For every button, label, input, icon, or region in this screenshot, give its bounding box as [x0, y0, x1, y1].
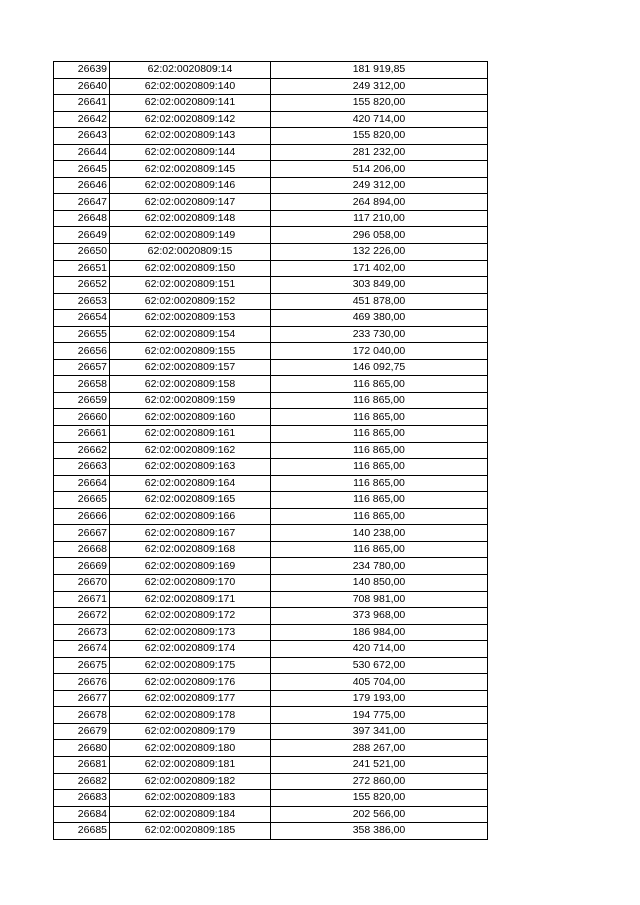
- table-row: [54, 790, 488, 807]
- row-number-cell: 26668: [54, 541, 110, 558]
- table-row: [54, 558, 488, 575]
- cadastral-value-cell: 140 850,00: [271, 574, 488, 591]
- cadastral-number-cell: 62:02:0020809:174: [110, 641, 271, 658]
- table-row: [54, 641, 488, 658]
- table-row: [54, 740, 488, 757]
- cadastral-value-cell: 116 865,00: [271, 492, 488, 509]
- table-row: [54, 442, 488, 459]
- cadastral-number-cell: 62:02:0020809:15: [110, 244, 271, 261]
- cadastral-number-cell: 62:02:0020809:149: [110, 227, 271, 244]
- cadastral-number-cell: 62:02:0020809:179: [110, 723, 271, 740]
- cadastral-number-cell: 62:02:0020809:166: [110, 508, 271, 525]
- table-row: [54, 62, 488, 79]
- cadastral-number-cell: 62:02:0020809:168: [110, 541, 271, 558]
- table-row: [54, 756, 488, 773]
- cadastral-number-cell: 62:02:0020809:176: [110, 674, 271, 691]
- row-number-cell: 26656: [54, 343, 110, 360]
- cadastral-value-cell: 249 312,00: [271, 177, 488, 194]
- cadastral-number-cell: 62:02:0020809:175: [110, 657, 271, 674]
- table-row: [54, 326, 488, 343]
- cadastral-value-cell: 116 865,00: [271, 459, 488, 476]
- row-number-cell: 26643: [54, 128, 110, 145]
- cadastral-number-cell: 62:02:0020809:177: [110, 690, 271, 707]
- row-number-cell: 26641: [54, 95, 110, 112]
- cadastral-number-cell: 62:02:0020809:143: [110, 128, 271, 145]
- cadastral-number-cell: 62:02:0020809:183: [110, 790, 271, 807]
- row-number-cell: 26646: [54, 177, 110, 194]
- cadastral-value-cell: 179 193,00: [271, 690, 488, 707]
- table-row: [54, 674, 488, 691]
- table-row: [54, 773, 488, 790]
- table-row: [54, 144, 488, 161]
- cadastral-value-cell: 420 714,00: [271, 111, 488, 128]
- table-row: [54, 210, 488, 227]
- cadastral-number-cell: 62:02:0020809:184: [110, 806, 271, 823]
- cadastral-value-cell: 155 820,00: [271, 95, 488, 112]
- table-row: [54, 591, 488, 608]
- cadastral-value-cell: 116 865,00: [271, 508, 488, 525]
- cadastral-number-cell: 62:02:0020809:142: [110, 111, 271, 128]
- cadastral-value-cell: 132 226,00: [271, 244, 488, 261]
- table-row: [54, 293, 488, 310]
- cadastral-number-cell: 62:02:0020809:140: [110, 78, 271, 95]
- cadastral-number-cell: 62:02:0020809:154: [110, 326, 271, 343]
- cadastral-number-cell: 62:02:0020809:170: [110, 574, 271, 591]
- cadastral-number-cell: 62:02:0020809:148: [110, 210, 271, 227]
- row-number-cell: 26655: [54, 326, 110, 343]
- cadastral-number-cell: 62:02:0020809:152: [110, 293, 271, 310]
- row-number-cell: 26642: [54, 111, 110, 128]
- cadastral-number-cell: 62:02:0020809:159: [110, 392, 271, 409]
- cadastral-value-table: [53, 61, 488, 840]
- cadastral-value-cell: 373 968,00: [271, 608, 488, 625]
- cadastral-value-cell: 708 981,00: [271, 591, 488, 608]
- cadastral-number-cell: 62:02:0020809:144: [110, 144, 271, 161]
- table-row: [54, 426, 488, 443]
- row-number-cell: 26664: [54, 475, 110, 492]
- cadastral-value-cell: 194 775,00: [271, 707, 488, 724]
- cadastral-number-cell: 62:02:0020809:164: [110, 475, 271, 492]
- row-number-cell: 26653: [54, 293, 110, 310]
- cadastral-number-cell: 62:02:0020809:150: [110, 260, 271, 277]
- row-number-cell: 26676: [54, 674, 110, 691]
- table-row: [54, 111, 488, 128]
- row-number-cell: 26663: [54, 459, 110, 476]
- cadastral-number-cell: 62:02:0020809:157: [110, 359, 271, 376]
- cadastral-value-cell: 469 380,00: [271, 310, 488, 327]
- table-row: [54, 359, 488, 376]
- cadastral-value-cell: 155 820,00: [271, 790, 488, 807]
- row-number-cell: 26672: [54, 608, 110, 625]
- document-page: [53, 61, 488, 840]
- row-number-cell: 26651: [54, 260, 110, 277]
- cadastral-value-cell: 186 984,00: [271, 624, 488, 641]
- row-number-cell: 26681: [54, 756, 110, 773]
- cadastral-value-cell: 116 865,00: [271, 442, 488, 459]
- row-number-cell: 26683: [54, 790, 110, 807]
- table-row: [54, 541, 488, 558]
- cadastral-number-cell: 62:02:0020809:163: [110, 459, 271, 476]
- cadastral-number-cell: 62:02:0020809:185: [110, 823, 271, 840]
- table-row: [54, 244, 488, 261]
- table-row: [54, 657, 488, 674]
- cadastral-value-cell: 116 865,00: [271, 376, 488, 393]
- row-number-cell: 26657: [54, 359, 110, 376]
- cadastral-value-cell: 264 894,00: [271, 194, 488, 211]
- row-number-cell: 26640: [54, 78, 110, 95]
- row-number-cell: 26685: [54, 823, 110, 840]
- cadastral-number-cell: 62:02:0020809:162: [110, 442, 271, 459]
- table-row: [54, 277, 488, 294]
- cadastral-number-cell: 62:02:0020809:14: [110, 62, 271, 79]
- cadastral-number-cell: 62:02:0020809:145: [110, 161, 271, 178]
- cadastral-value-cell: 241 521,00: [271, 756, 488, 773]
- row-number-cell: 26639: [54, 62, 110, 79]
- cadastral-number-cell: 62:02:0020809:147: [110, 194, 271, 211]
- table-row: [54, 376, 488, 393]
- cadastral-value-cell: 202 566,00: [271, 806, 488, 823]
- table-row: [54, 574, 488, 591]
- cadastral-value-cell: 171 402,00: [271, 260, 488, 277]
- row-number-cell: 26665: [54, 492, 110, 509]
- row-number-cell: 26679: [54, 723, 110, 740]
- table-row: [54, 525, 488, 542]
- table-row: [54, 608, 488, 625]
- table-row: [54, 227, 488, 244]
- table-row: [54, 492, 488, 509]
- cadastral-value-cell: 155 820,00: [271, 128, 488, 145]
- cadastral-number-cell: 62:02:0020809:178: [110, 707, 271, 724]
- cadastral-number-cell: 62:02:0020809:146: [110, 177, 271, 194]
- row-number-cell: 26649: [54, 227, 110, 244]
- cadastral-number-cell: 62:02:0020809:171: [110, 591, 271, 608]
- cadastral-number-cell: 62:02:0020809:165: [110, 492, 271, 509]
- row-number-cell: 26645: [54, 161, 110, 178]
- cadastral-value-cell: 233 730,00: [271, 326, 488, 343]
- table-row: [54, 177, 488, 194]
- cadastral-value-cell: 514 206,00: [271, 161, 488, 178]
- table-row: [54, 508, 488, 525]
- cadastral-value-cell: 116 865,00: [271, 392, 488, 409]
- cadastral-number-cell: 62:02:0020809:158: [110, 376, 271, 393]
- row-number-cell: 26684: [54, 806, 110, 823]
- cadastral-value-cell: 234 780,00: [271, 558, 488, 575]
- row-number-cell: 26675: [54, 657, 110, 674]
- row-number-cell: 26674: [54, 641, 110, 658]
- cadastral-value-cell: 116 865,00: [271, 541, 488, 558]
- cadastral-number-cell: 62:02:0020809:167: [110, 525, 271, 542]
- table-row: [54, 128, 488, 145]
- cadastral-number-cell: 62:02:0020809:141: [110, 95, 271, 112]
- table-row: [54, 260, 488, 277]
- cadastral-value-cell: 272 860,00: [271, 773, 488, 790]
- cadastral-value-cell: 451 878,00: [271, 293, 488, 310]
- row-number-cell: 26662: [54, 442, 110, 459]
- cadastral-value-cell: 303 849,00: [271, 277, 488, 294]
- row-number-cell: 26661: [54, 426, 110, 443]
- cadastral-number-cell: 62:02:0020809:172: [110, 608, 271, 625]
- cadastral-value-cell: 530 672,00: [271, 657, 488, 674]
- table-row: [54, 194, 488, 211]
- table-row: [54, 343, 488, 360]
- cadastral-value-cell: 146 092,75: [271, 359, 488, 376]
- row-number-cell: 26666: [54, 508, 110, 525]
- cadastral-number-cell: 62:02:0020809:151: [110, 277, 271, 294]
- table-row: [54, 806, 488, 823]
- table-row: [54, 475, 488, 492]
- cadastral-value-cell: 397 341,00: [271, 723, 488, 740]
- row-number-cell: 26678: [54, 707, 110, 724]
- cadastral-number-cell: 62:02:0020809:169: [110, 558, 271, 575]
- row-number-cell: 26660: [54, 409, 110, 426]
- row-number-cell: 26669: [54, 558, 110, 575]
- table-row: [54, 161, 488, 178]
- table-row: [54, 392, 488, 409]
- cadastral-value-cell: 117 210,00: [271, 210, 488, 227]
- cadastral-number-cell: 62:02:0020809:160: [110, 409, 271, 426]
- cadastral-value-cell: 116 865,00: [271, 409, 488, 426]
- row-number-cell: 26648: [54, 210, 110, 227]
- table-row: [54, 459, 488, 476]
- row-number-cell: 26644: [54, 144, 110, 161]
- table-row: [54, 823, 488, 840]
- row-number-cell: 26673: [54, 624, 110, 641]
- row-number-cell: 26652: [54, 277, 110, 294]
- row-number-cell: 26680: [54, 740, 110, 757]
- cadastral-value-cell: 358 386,00: [271, 823, 488, 840]
- row-number-cell: 26650: [54, 244, 110, 261]
- cadastral-number-cell: 62:02:0020809:153: [110, 310, 271, 327]
- row-number-cell: 26671: [54, 591, 110, 608]
- cadastral-value-cell: 172 040,00: [271, 343, 488, 360]
- cadastral-number-cell: 62:02:0020809:181: [110, 756, 271, 773]
- cadastral-number-cell: 62:02:0020809:180: [110, 740, 271, 757]
- table-row: [54, 95, 488, 112]
- table-row: [54, 690, 488, 707]
- table-row: [54, 78, 488, 95]
- row-number-cell: 26670: [54, 574, 110, 591]
- row-number-cell: 26654: [54, 310, 110, 327]
- cadastral-value-cell: 288 267,00: [271, 740, 488, 757]
- cadastral-number-cell: 62:02:0020809:155: [110, 343, 271, 360]
- cadastral-value-cell: 116 865,00: [271, 426, 488, 443]
- cadastral-value-cell: 116 865,00: [271, 475, 488, 492]
- cadastral-number-cell: 62:02:0020809:182: [110, 773, 271, 790]
- table-row: [54, 409, 488, 426]
- cadastral-value-cell: 249 312,00: [271, 78, 488, 95]
- table-body: [54, 62, 488, 840]
- cadastral-value-cell: 405 704,00: [271, 674, 488, 691]
- row-number-cell: 26677: [54, 690, 110, 707]
- cadastral-number-cell: 62:02:0020809:161: [110, 426, 271, 443]
- cadastral-value-cell: 281 232,00: [271, 144, 488, 161]
- cadastral-number-cell: 62:02:0020809:173: [110, 624, 271, 641]
- table-row: [54, 723, 488, 740]
- cadastral-value-cell: 420 714,00: [271, 641, 488, 658]
- row-number-cell: 26647: [54, 194, 110, 211]
- cadastral-value-cell: 181 919,85: [271, 62, 488, 79]
- row-number-cell: 26682: [54, 773, 110, 790]
- row-number-cell: 26658: [54, 376, 110, 393]
- row-number-cell: 26667: [54, 525, 110, 542]
- row-number-cell: 26659: [54, 392, 110, 409]
- table-row: [54, 310, 488, 327]
- table-row: [54, 624, 488, 641]
- table-row: [54, 707, 488, 724]
- cadastral-value-cell: 296 058,00: [271, 227, 488, 244]
- cadastral-value-cell: 140 238,00: [271, 525, 488, 542]
